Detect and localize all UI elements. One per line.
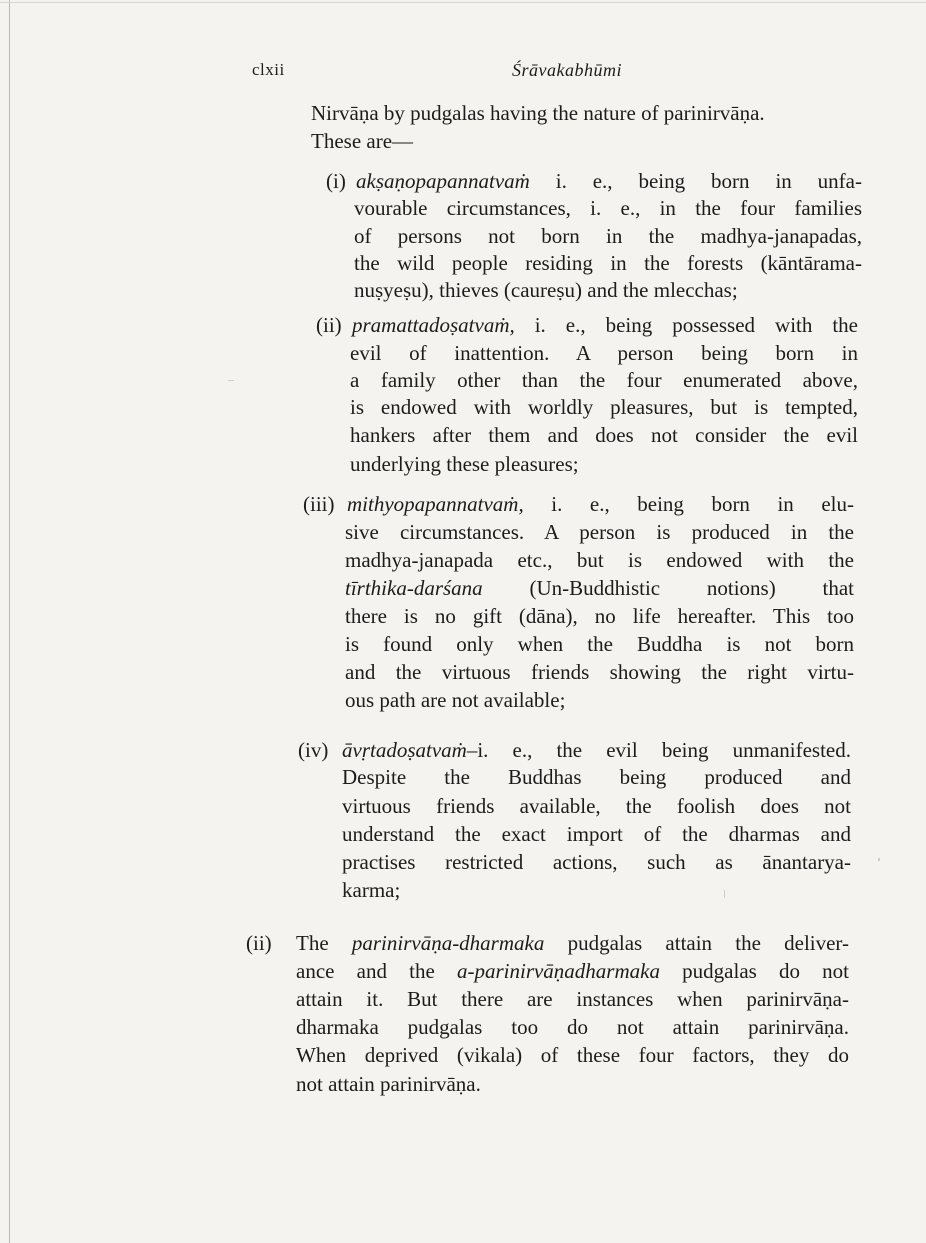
scan-speck [724,890,725,898]
item-line: underlying these pleasures; [350,452,579,476]
item-line: the wild people residing in the forests (kāntārama- [354,251,862,275]
section-text: pudgalas attain the deliver- [544,931,849,955]
sanskrit-term: mithyopapannatvaṁ, [347,492,524,516]
item-text: i. e., being born in unfa- [529,169,862,193]
section-text: pudgalas do not [659,959,849,983]
item-line: of persons not born in the madhya-janapadas, [354,224,862,248]
item-first-line [347,490,854,518]
item-label: (i) [326,169,346,193]
item-label: (iii) [303,492,335,516]
item-first-line [352,311,858,339]
item-line: karma; [342,878,401,902]
item-line: and the virtuous friends showing the right virtu- [345,660,854,684]
section-label: (ii) [246,931,272,955]
item-line: Despite the Buddhas being produced and [342,765,851,789]
section-line: not attain parinirvāṇa. [296,1072,481,1096]
item-first-line [356,167,862,195]
item-line: there is no gift (dāna), no life hereafter. This too [345,604,854,628]
item-text: –i. e., the evil being unmanifested. [466,738,851,762]
item-line: nuṣyeṣu), thieves (caureṣu) and the mlecchas; [354,278,738,302]
item-first-line [342,736,851,764]
sanskrit-term: āvṛtadoṣatvaṁ [342,738,467,762]
section-line [296,929,849,957]
running-head: Śrāvakabhūmi [512,60,622,80]
sanskrit-term: tīrthika-darśana [345,576,483,600]
item-line: is endowed with worldly pleasures, but is tempted, [350,395,858,419]
intro-line: Nirvāṇa by pudgalas having the nature of parinirvāṇa. [311,101,765,125]
item-line: virtuous friends available, the foolish does not [342,794,851,818]
item-label: (iv) [298,738,329,762]
item-line: madhya-janapada etc., but is endowed with the [345,548,854,572]
item-text: (Un-Buddhistic notions) that [482,576,854,600]
section-line: attain it. But there are instances when parinirvāṇa- [296,987,849,1011]
item-line: is found only when the Buddha is not born [345,632,854,656]
item-text: i. e., being possessed with the [514,313,858,337]
page-left-edge [9,0,10,1243]
section-text: ance and the [296,959,457,983]
page-number: clxii [252,60,285,79]
item-line: understand the exact import of the dharmas and [342,822,851,846]
item-line: sive circumstances. A person is produced in the [345,520,854,544]
item-text: i. e., being born in elu- [523,492,854,516]
section-line: When deprived (vikala) of these four factors, they do [296,1043,849,1067]
sanskrit-term: parinirvāṇa-dharmaka [351,931,545,955]
scan-speck [878,858,880,861]
item-line: a family other than the four enumerated above, [350,368,858,392]
item-line [345,574,854,602]
sanskrit-term: pramattadoṣatvaṁ, [352,313,515,337]
item-line: vourable circumstances, i. e., in the four families [354,196,862,220]
item-line: evil of inattention. A person being born in [350,341,858,365]
item-line: hankers after them and does not consider the evil [350,423,858,447]
item-label: (ii) [316,313,342,337]
sanskrit-term: a-parinirvāṇadharmaka [456,959,660,983]
sanskrit-term: akṣaṇopapannatvaṁ [356,169,530,193]
section-line [296,957,849,985]
item-line: ous path are not available; [345,688,566,712]
item-line: practises restricted actions, such as ānantarya- [342,850,851,874]
scan-speck [228,380,234,381]
section-text: The [296,931,352,955]
section-line: dharmaka pudgalas too do not attain parinirvāṇa. [296,1015,849,1039]
intro-line: These are— [311,129,414,153]
page-top-edge [0,2,926,3]
